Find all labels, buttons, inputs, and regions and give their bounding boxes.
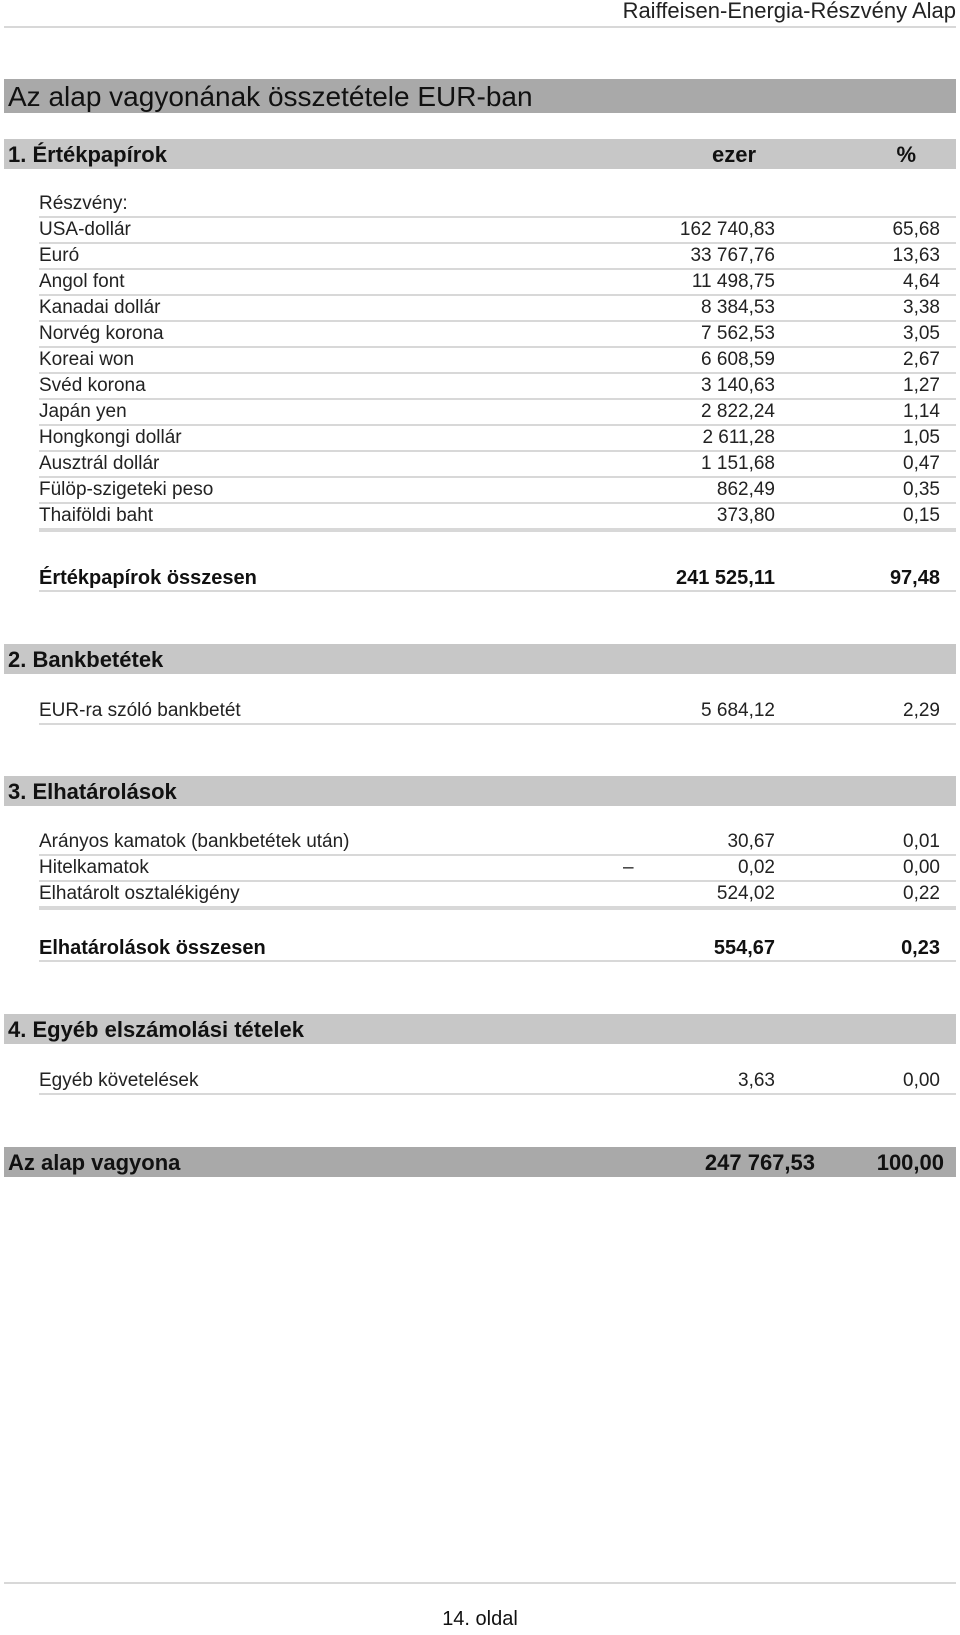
row-value-percent: 13,63 bbox=[892, 245, 940, 266]
row-divider bbox=[39, 908, 956, 910]
table-row bbox=[39, 218, 956, 244]
row-value-ezer: 241 525,11 bbox=[676, 567, 775, 589]
row-value-ezer: 2 611,28 bbox=[702, 427, 775, 448]
row-label: Thaiföldi baht bbox=[39, 505, 154, 526]
section-title: 3. Elhatárolások bbox=[8, 779, 177, 804]
row-value-percent: 2,29 bbox=[903, 700, 940, 721]
row-value-percent: 4,64 bbox=[903, 271, 940, 292]
row-value-ezer: 2 822,24 bbox=[701, 401, 775, 422]
section-title: 1. Értékpapírok bbox=[8, 142, 167, 167]
section-title: 4. Egyéb elszámolási tételek bbox=[8, 1017, 304, 1042]
row-value-percent: 100,00 bbox=[876, 1150, 944, 1175]
row-label: Ausztrál dollár bbox=[39, 453, 160, 474]
row-label: USA-dollár bbox=[39, 219, 131, 240]
row-value-ezer: 6 608,59 bbox=[701, 349, 775, 370]
row-label: Norvég korona bbox=[39, 323, 164, 344]
row-value-ezer: 524,02 bbox=[716, 883, 775, 904]
table-row bbox=[39, 452, 956, 478]
row-label: Arányos kamatok (bankbetétek után) bbox=[39, 831, 350, 852]
page-number: 14. oldal bbox=[442, 1608, 518, 1630]
table-row bbox=[39, 830, 956, 856]
row-label: Euró bbox=[39, 245, 80, 266]
row-label: Koreai won bbox=[39, 349, 135, 370]
row-value-ezer: 3 140,63 bbox=[701, 375, 775, 396]
total-row-securities bbox=[39, 566, 956, 592]
row-label: Kanadai dollár bbox=[39, 297, 161, 318]
row-value-ezer: 862,49 bbox=[716, 479, 775, 500]
row-value-ezer: 30,67 bbox=[727, 831, 775, 852]
row-value-percent: 0,01 bbox=[903, 831, 940, 852]
row-value-percent: 0,47 bbox=[903, 453, 940, 474]
table-row bbox=[39, 856, 956, 882]
row-value-ezer: 247 767,53 bbox=[704, 1150, 815, 1175]
table-row bbox=[39, 1069, 956, 1095]
negative-sign: – bbox=[623, 857, 634, 878]
row-value-ezer: 11 498,75 bbox=[691, 271, 775, 292]
row-label: Értékpapírok összesen bbox=[39, 567, 257, 589]
table-row bbox=[39, 374, 956, 400]
section-header-bank-deposits bbox=[4, 644, 956, 674]
column-header-percent: % bbox=[896, 142, 916, 167]
row-value-ezer: 162 740,83 bbox=[679, 219, 775, 240]
row-value-ezer: 8 384,53 bbox=[701, 297, 775, 318]
table-row bbox=[39, 478, 956, 504]
row-label: Elhatárolt osztalékigény bbox=[39, 883, 240, 904]
row-label: Hitelkamatok bbox=[39, 857, 149, 878]
row-label: Egyéb követelések bbox=[39, 1070, 199, 1091]
row-value-ezer: 5 684,12 bbox=[701, 700, 775, 721]
footer-divider bbox=[4, 1582, 956, 1584]
row-label: Svéd korona bbox=[39, 375, 146, 396]
table-row bbox=[39, 426, 956, 452]
header-divider bbox=[4, 26, 956, 28]
row-label: Elhatárolások összesen bbox=[39, 937, 266, 959]
row-label: Hongkongi dollár bbox=[39, 427, 182, 448]
table-row bbox=[39, 244, 956, 270]
table-row bbox=[39, 322, 956, 348]
row-value-percent: 0,23 bbox=[901, 937, 940, 959]
section-header-securities bbox=[4, 139, 956, 169]
row-value-percent: 0,15 bbox=[903, 505, 940, 526]
row-value-percent: 3,05 bbox=[903, 323, 940, 344]
row-divider bbox=[39, 530, 956, 532]
row-value-percent: 3,38 bbox=[903, 297, 940, 318]
row-value-percent: 97,48 bbox=[889, 567, 940, 589]
document-header-title: Raiffeisen-Energia-Részvény Alap bbox=[622, 0, 956, 23]
table-row bbox=[39, 296, 956, 322]
table-row bbox=[39, 504, 956, 530]
row-value-percent: 1,05 bbox=[903, 427, 940, 448]
section-header-accruals bbox=[4, 776, 956, 806]
row-value-percent: 0,00 bbox=[903, 857, 940, 878]
table-row bbox=[39, 882, 956, 908]
row-label: Az alap vagyona bbox=[8, 1150, 181, 1175]
row-value-ezer: 7 562,53 bbox=[701, 323, 775, 344]
table-row bbox=[39, 400, 956, 426]
row-value-ezer: 1 151,68 bbox=[701, 453, 775, 474]
row-label: Angol font bbox=[39, 271, 125, 292]
row-label: Fülöp-szigeteki peso bbox=[39, 479, 214, 500]
grand-total-row bbox=[4, 1147, 956, 1177]
row-label: Japán yen bbox=[39, 401, 127, 422]
total-row-accruals bbox=[39, 936, 956, 962]
row-label: Részvény: bbox=[39, 193, 128, 214]
row-value-ezer: 0,02 bbox=[738, 857, 775, 878]
section-title: 2. Bankbetétek bbox=[8, 647, 164, 672]
section-header-other-items bbox=[4, 1014, 956, 1044]
row-value-ezer: 373,80 bbox=[716, 505, 775, 526]
row-value-ezer: 554,67 bbox=[713, 937, 775, 959]
row-value-ezer: 3,63 bbox=[738, 1070, 775, 1091]
row-value-percent: 0,00 bbox=[903, 1070, 940, 1091]
column-header-ezer: ezer bbox=[712, 142, 757, 167]
subheading-row bbox=[39, 192, 956, 218]
row-value-ezer: 33 767,76 bbox=[690, 245, 775, 266]
table-row bbox=[39, 270, 956, 296]
row-value-percent: 1,27 bbox=[903, 375, 940, 396]
row-value-percent: 65,68 bbox=[892, 219, 940, 240]
row-value-percent: 1,14 bbox=[903, 401, 940, 422]
page-heading: Az alap vagyonának összetétele EUR-ban bbox=[4, 79, 956, 113]
table-row bbox=[39, 699, 956, 725]
row-value-percent: 2,67 bbox=[903, 349, 940, 370]
row-value-percent: 0,35 bbox=[903, 479, 940, 500]
row-label: EUR-ra szóló bankbetét bbox=[39, 700, 241, 721]
row-value-percent: 0,22 bbox=[903, 883, 940, 904]
table-row bbox=[39, 348, 956, 374]
